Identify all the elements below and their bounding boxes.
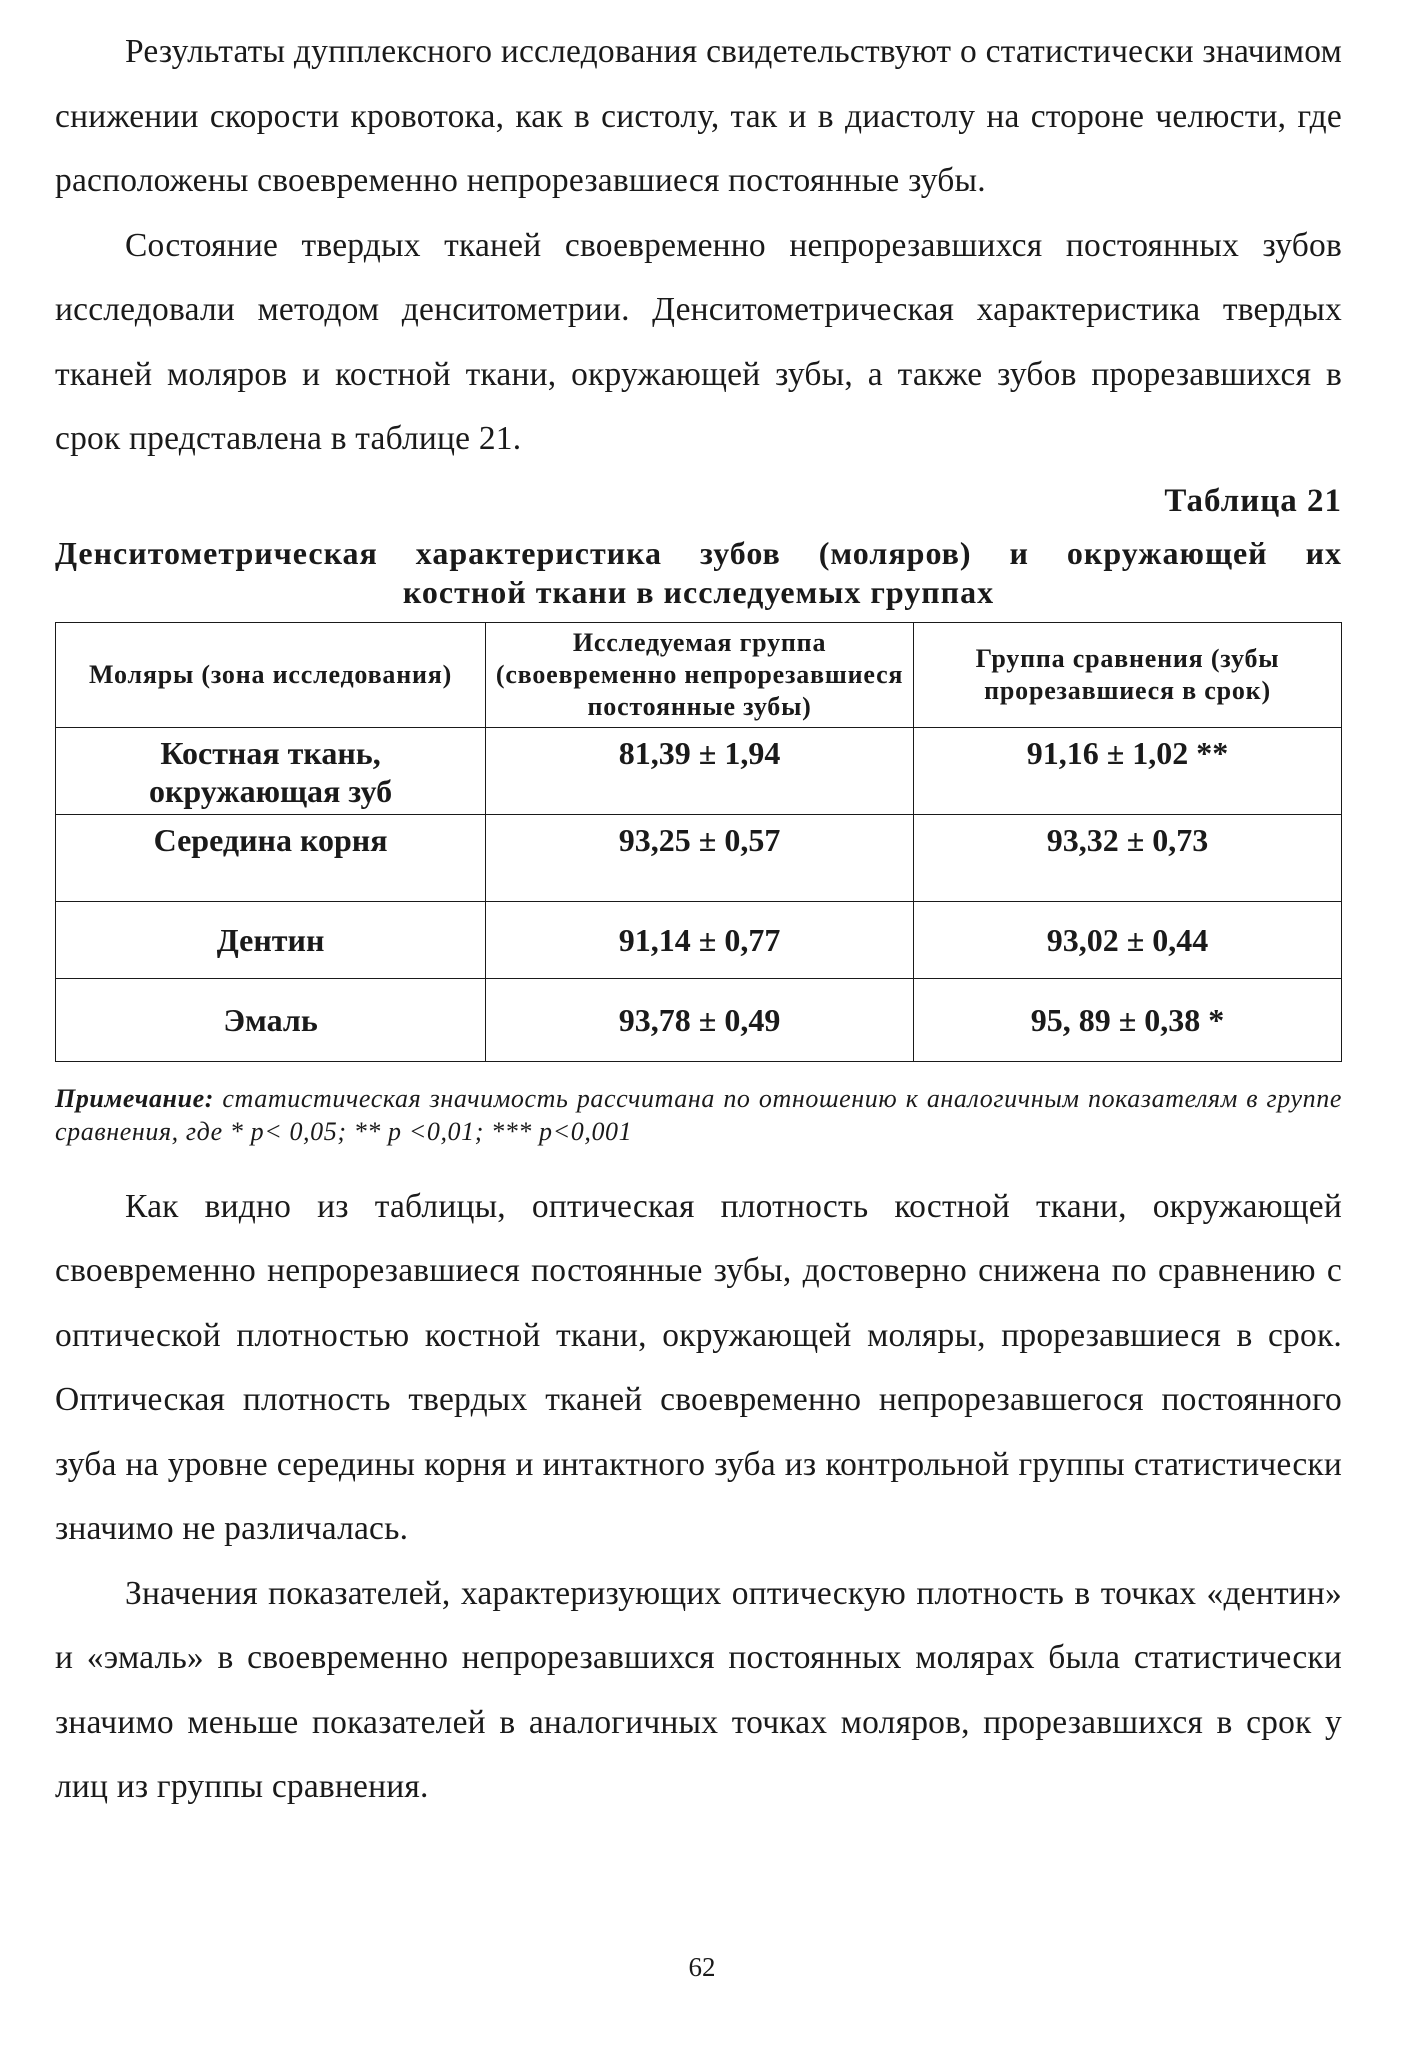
table-caption-line-2: костной ткани в исследуемых группах bbox=[402, 573, 995, 610]
paragraph-dentin-enamel: Значения показателей, характеризующих оптическую плотность в точках «дентин» и «эмаль» в своевременно непрорезавшихся постоянных молярах была статистически значимо меньше показателей в аналогичных точках моляров, прорезавшихся в срок у лиц из группы сравнения. bbox=[55, 1574, 1342, 1805]
header-study-group: Исследуемая группа (своевременно непрорезавшиеся постоянные зубы) bbox=[486, 622, 914, 727]
conclusion-section bbox=[55, 1175, 1342, 1820]
table-row bbox=[56, 727, 1342, 814]
document-page bbox=[55, 20, 1342, 1820]
table-row bbox=[56, 978, 1342, 1061]
table-row bbox=[56, 901, 1342, 978]
table-caption bbox=[55, 534, 1342, 612]
table-note bbox=[55, 1082, 1342, 1148]
densitometry-table bbox=[55, 622, 1342, 1062]
cell-compare-value: 91,16 ± 1,02 ** bbox=[914, 727, 1342, 814]
cell-compare-value: 95, 89 ± 0,38 * bbox=[914, 978, 1342, 1061]
table-header-row bbox=[56, 622, 1342, 727]
cell-study-value: 91,14 ± 0,77 bbox=[486, 901, 914, 978]
cell-zone: Костная ткань, окружающая зуб bbox=[56, 727, 486, 814]
cell-study-value: 81,39 ± 1,94 bbox=[486, 727, 914, 814]
paragraph-duplex-results: Результаты дупплексного исследования свидетельствуют о статистически значимом снижении скорости кровотока, как в систолу, так и в диастолу на стороне челюсти, где расположены своевременно непрорезавшиеся постоянные зубы. bbox=[55, 33, 1342, 199]
table-caption-line-1: Денситометрическая характеристика зубов (моляров) и окружающей их bbox=[55, 534, 1342, 571]
note-text: статистическая значимость рассчитана по отношению к аналогичным показателям в группе сравнения, где * p< 0,05; ** p <0,01; *** p<0,001 bbox=[55, 1083, 1342, 1146]
paragraph-bone-density: Как видно из таблицы, оптическая плотность костной ткани, окружающей своевременно непрорезавшиеся постоянные зубы, достоверно снижена по сравнению с оптической плотностью костной ткани, окружающей моляры, прорезавшиеся в срок. Оптическая плотность твердых тканей своевременно непрорезавшегося постоянного зуба на уровне середины корня и интактного зуба из контрольной группы статистически значимо не различалась. bbox=[55, 1187, 1342, 1547]
paragraph-densitometry-intro: Состояние твердых тканей своевременно непрорезавшихся постоянных зубов исследовали методом денситометрии. Денситометрическая характеристика твердых тканей моляров и костной ткани, окружающей зубы, а также зубов прорезавшихся в срок представлена в таблице 21. bbox=[55, 226, 1342, 457]
cell-zone: Эмаль bbox=[56, 978, 486, 1061]
cell-compare-value: 93,02 ± 0,44 bbox=[914, 901, 1342, 978]
table-label: Таблица 21 bbox=[1164, 482, 1342, 519]
cell-study-value: 93,78 ± 0,49 bbox=[486, 978, 914, 1061]
note-label: Примечание: bbox=[55, 1083, 215, 1113]
table-row bbox=[56, 814, 1342, 901]
cell-study-value: 93,25 ± 0,57 bbox=[486, 814, 914, 901]
header-zone: Моляры (зона исследования) bbox=[56, 622, 486, 727]
cell-zone: Дентин bbox=[56, 901, 486, 978]
cell-compare-value: 93,32 ± 0,73 bbox=[914, 814, 1342, 901]
page-number: 62 bbox=[688, 1952, 716, 1982]
header-comparison-group: Группа сравнения (зубы прорезавшиеся в срок) bbox=[914, 622, 1342, 727]
cell-zone: Середина корня bbox=[56, 814, 486, 901]
